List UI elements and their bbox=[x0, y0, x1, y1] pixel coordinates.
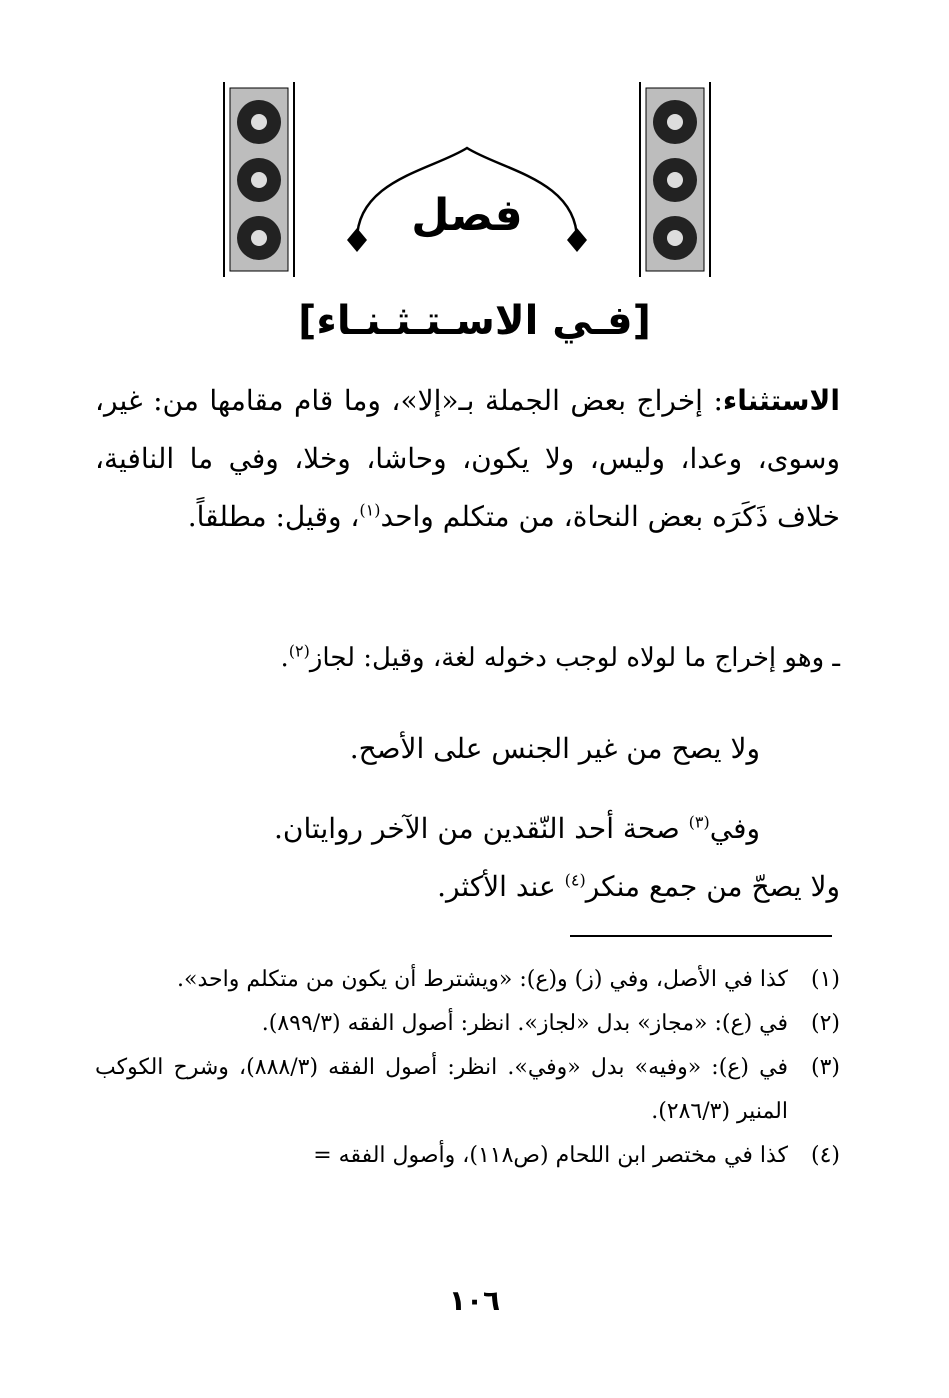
footnote-item bbox=[95, 1134, 840, 1178]
footnote-ref: (١) bbox=[359, 500, 381, 520]
footnote-ref: (٣) bbox=[688, 812, 710, 832]
right-ornament-panel bbox=[638, 82, 712, 277]
footnote-text: في (ع): «وفيه» بدل «وفي». انظر: أصول الفقه (٨٨٨/٣)، وشرح الكوكب المنير (٢٨٦/٣). bbox=[95, 1055, 788, 1124]
chapter-header-ornament bbox=[222, 82, 712, 277]
left-ornament-panel bbox=[222, 82, 296, 277]
paragraph-text: ـ وهو إخراج ما لولاه لوجب دخوله لغة، وقيل: لجاز bbox=[309, 643, 840, 673]
footnote-number: (٣) bbox=[810, 1055, 840, 1080]
footnote-number: (٤) bbox=[810, 1143, 840, 1168]
paragraph-text: . bbox=[280, 643, 289, 673]
footnotes bbox=[95, 958, 840, 1178]
footnote-number: (١) bbox=[810, 967, 840, 992]
paragraph-text: ، وقيل: مطلقاً. bbox=[187, 500, 360, 533]
footnote-separator bbox=[570, 935, 832, 937]
paragraph-text: عند الأكثر. bbox=[437, 870, 565, 903]
page-number: ١٠٦ bbox=[448, 1284, 501, 1317]
footnote-text: في (ع): «مجاز» بدل «لجاز». انظر: أصول الفقه (٨٩٩/٣). bbox=[261, 1011, 788, 1036]
footnote-text: كذا في الأصل، وفي (ز) و(ع): «ويشترط أن يكون من متكلم واحد». bbox=[177, 967, 788, 992]
defined-term: الاستثناء bbox=[722, 384, 840, 417]
footnote-ref: (٤) bbox=[564, 870, 586, 890]
footnote-item bbox=[95, 958, 840, 1002]
paragraph-text: ولا يصح من غير الجنس على الأصح. bbox=[349, 732, 760, 765]
footnote-item bbox=[95, 1046, 840, 1134]
footnote-ref: (٢) bbox=[288, 641, 310, 661]
chapter-title: فصل bbox=[411, 190, 523, 241]
section-title: [فـي الاسـتـثـنـاء] bbox=[298, 298, 651, 344]
paragraph-definition bbox=[95, 372, 840, 546]
paragraph-text: ولا يصحّ من جمع منكر bbox=[585, 870, 840, 903]
paragraph-third bbox=[95, 720, 840, 778]
paragraph-second bbox=[60, 632, 840, 684]
paragraph-text: : إخراج بعض الجملة بـ«إلا»، وما قام مقامها من: غير، وسوى، وعدا، وليس، ولا يكون، وحاشا، وخلا، وفي ما النافية، خلاف ذَكَرَه بعض النحاة، من متكلم واحد bbox=[95, 384, 840, 533]
paragraph-text: صحة أحد النّقدين من الآخر روايتان. bbox=[274, 812, 689, 845]
footnote-text: كذا في مختصر ابن اللحام (ص١١٨)، وأصول الفقه = bbox=[313, 1143, 788, 1168]
footnote-item bbox=[95, 1002, 840, 1046]
paragraph-text: وفي bbox=[709, 812, 760, 845]
paragraph-fourth bbox=[95, 800, 840, 916]
footnote-number: (٢) bbox=[810, 1011, 840, 1036]
